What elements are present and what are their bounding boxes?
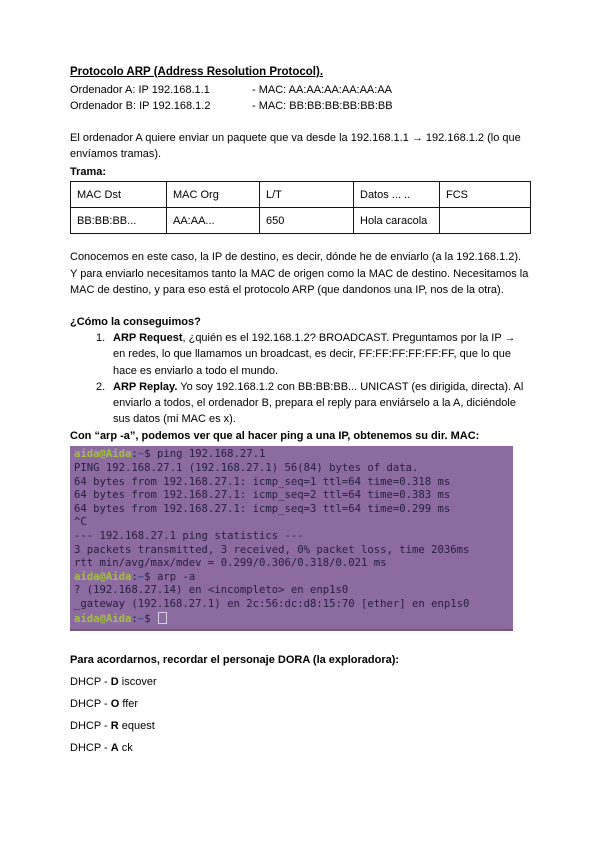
header-mac-dst: MAC Dst: [71, 182, 167, 208]
dora-item-request: [70, 715, 530, 737]
dhcp-letter: R: [110, 720, 119, 733]
dhcp-rest: ck: [118, 742, 133, 755]
document-title: Protocolo ARP (Address Resolution Protocol).: [70, 66, 324, 78]
computer-a-mac: - MAC: AA:AA:AA:AA:AA:AA: [252, 84, 392, 96]
cell-mac-dst: BB:BB:BB...: [71, 208, 167, 234]
trama-data-row: [71, 208, 531, 234]
dhcp-letter: D: [110, 676, 119, 689]
terminal-prompt-path: ~: [137, 612, 145, 625]
trama-header-row: [71, 182, 531, 208]
terminal-prompt-colon: :: [131, 448, 138, 461]
terminal-line: 64 bytes from 192.168.27.1: icmp_seq=2 ttl=64 time=0.383 ms: [74, 489, 451, 502]
dora-item-offer: [70, 693, 530, 715]
terminal-line: 64 bytes from 192.168.27.1: icmp_seq=3 ttl=64 time=0.299 ms: [74, 502, 451, 515]
computer-b-line: [70, 98, 530, 114]
terminal-line: ? (192.168.27.14) en <incompleto> en enp1s0: [74, 584, 349, 597]
computer-b-ip: Ordenador B: IP 192.168.1.2: [70, 100, 211, 112]
arp-request-body: , ¿quién es el 192.168.1.2? BROADCAST. Preguntamos por la IP → en redes, lo que llamamos un broadcast, es decir, FF:FF:FF:FF:FF:FF, que lo que hace es enviarlo a todo el mundo.: [113, 332, 519, 377]
list-number: 2.: [96, 380, 106, 393]
dhcp-rest: iscover: [118, 676, 157, 689]
dhcp-prefix: DHCP -: [70, 742, 111, 755]
explanation-paragraph: Conocemos en este caso, la IP de destino, es decir, dónde he de enviarlo (a la 192.168.1.2). Y para enviarlo necesitamos tanto la MAC de origen como la MAC de destino. Necesitamos la MAC de destino, y para eso está el protocolo ARP (que dandonos una IP, nos de la otra).: [70, 251, 529, 296]
cell-mac-org: AA:AA...: [167, 208, 260, 234]
terminal-prompt-dollar: $: [144, 570, 157, 583]
computer-a-ip: Ordenador A: IP 192.168.1.1: [70, 84, 210, 96]
computer-a-line: [70, 82, 530, 98]
terminal-prompt-user: aida@Aida: [74, 570, 132, 583]
trama-label: Trama:: [70, 166, 107, 179]
dhcp-letter: A: [110, 742, 119, 755]
dhcp-letter: O: [110, 698, 120, 711]
arp-note-heading: Con “arp -a”, podemos ver que al hacer ping a una IP, obtenemos su dir. MAC:: [70, 430, 480, 443]
trama-table: [70, 181, 531, 234]
list-number: 1.: [96, 332, 106, 345]
list-item-arp-request: [96, 330, 530, 379]
arp-replay-body: Yo soy 192.168.1.2 con BB:BB:BB... UNICAST (es dirigida, directa). Al enviarlo a todos, el ordenador B, prepara el reply para enviárselo a la A, diciéndole sus datos (mi MAC es x).: [113, 380, 527, 426]
dora-item-discover: [70, 671, 530, 693]
terminal-line: 64 bytes from 192.168.27.1: icmp_seq=1 ttl=64 time=0.318 ms: [74, 475, 451, 488]
terminal-line-command-arp: [74, 571, 513, 585]
terminal-prompt-colon: :: [131, 612, 138, 625]
arp-replay-term: ARP Replay.: [113, 380, 178, 393]
terminal-prompt-user: aida@Aida: [74, 612, 132, 625]
terminal-prompt-dollar: $: [144, 448, 157, 461]
terminal-prompt-path: ~: [137, 570, 145, 583]
terminal-line-prompt-idle: [74, 612, 513, 627]
terminal-cursor: [158, 612, 167, 624]
dora-heading: Para acordarnos, recordar el personaje DORA (la exploradora):: [70, 654, 400, 667]
intro-paragraph: El ordenador A quiere enviar un paquete que va desde la 192.168.1.1 → 192.168.1.2 (lo que envíamos tramas).: [70, 132, 521, 161]
terminal-prompt-colon: :: [131, 570, 138, 583]
terminal-line: --- 192.168.27.1 ping statistics ---: [74, 530, 304, 542]
header-fcs: FCS: [440, 182, 531, 208]
dhcp-rest: equest: [118, 720, 155, 733]
terminal-line: rtt min/avg/max/mdev = 0.299/0.306/0.318/0.021 ms: [74, 557, 387, 570]
terminal-screenshot: [70, 446, 513, 631]
dhcp-prefix: DHCP -: [70, 698, 111, 711]
list-item-text: [113, 330, 530, 379]
terminal-prompt-user: aida@Aida: [74, 448, 132, 461]
dora-item-ack: [70, 737, 530, 759]
dhcp-prefix: DHCP -: [70, 720, 111, 733]
computer-b-mac: - MAC: BB:BB:BB:BB:BB:BB: [252, 100, 393, 112]
terminal-prompt-dollar: $: [144, 612, 157, 625]
terminal-line: PING 192.168.27.1 (192.168.27.1) 56(84) bytes of data.: [74, 462, 419, 475]
header-datos: Datos ... ..: [354, 182, 440, 208]
header-mac-org: MAC Org: [167, 182, 260, 208]
terminal-prompt-path: ~: [137, 448, 145, 461]
arp-request-term: ARP Request: [113, 332, 183, 345]
cell-lt: 650: [260, 208, 354, 234]
cell-fcs: [440, 208, 531, 234]
terminal-line: 3 packets transmitted, 3 received, 0% packet loss, time 2036ms: [74, 543, 470, 556]
dhcp-rest: ffer: [119, 698, 139, 711]
cell-datos: Hola caracola: [354, 208, 440, 234]
question-heading: ¿Cómo la conseguimos?: [70, 316, 201, 329]
list-item-text: [113, 379, 530, 428]
header-lt: L/T: [260, 182, 354, 208]
terminal-line: ^C: [74, 516, 87, 529]
list-item-arp-replay: [96, 379, 530, 428]
terminal-command-ping: ping 192.168.27.1: [156, 448, 266, 461]
terminal-line: _gateway (192.168.27.1) en 2c:56:dc:d8:15:70 [ether] en enp1s0: [74, 597, 470, 610]
terminal-line-command-ping: [74, 448, 513, 462]
dhcp-prefix: DHCP -: [70, 676, 111, 689]
terminal-command-arp: arp -a: [156, 570, 196, 583]
